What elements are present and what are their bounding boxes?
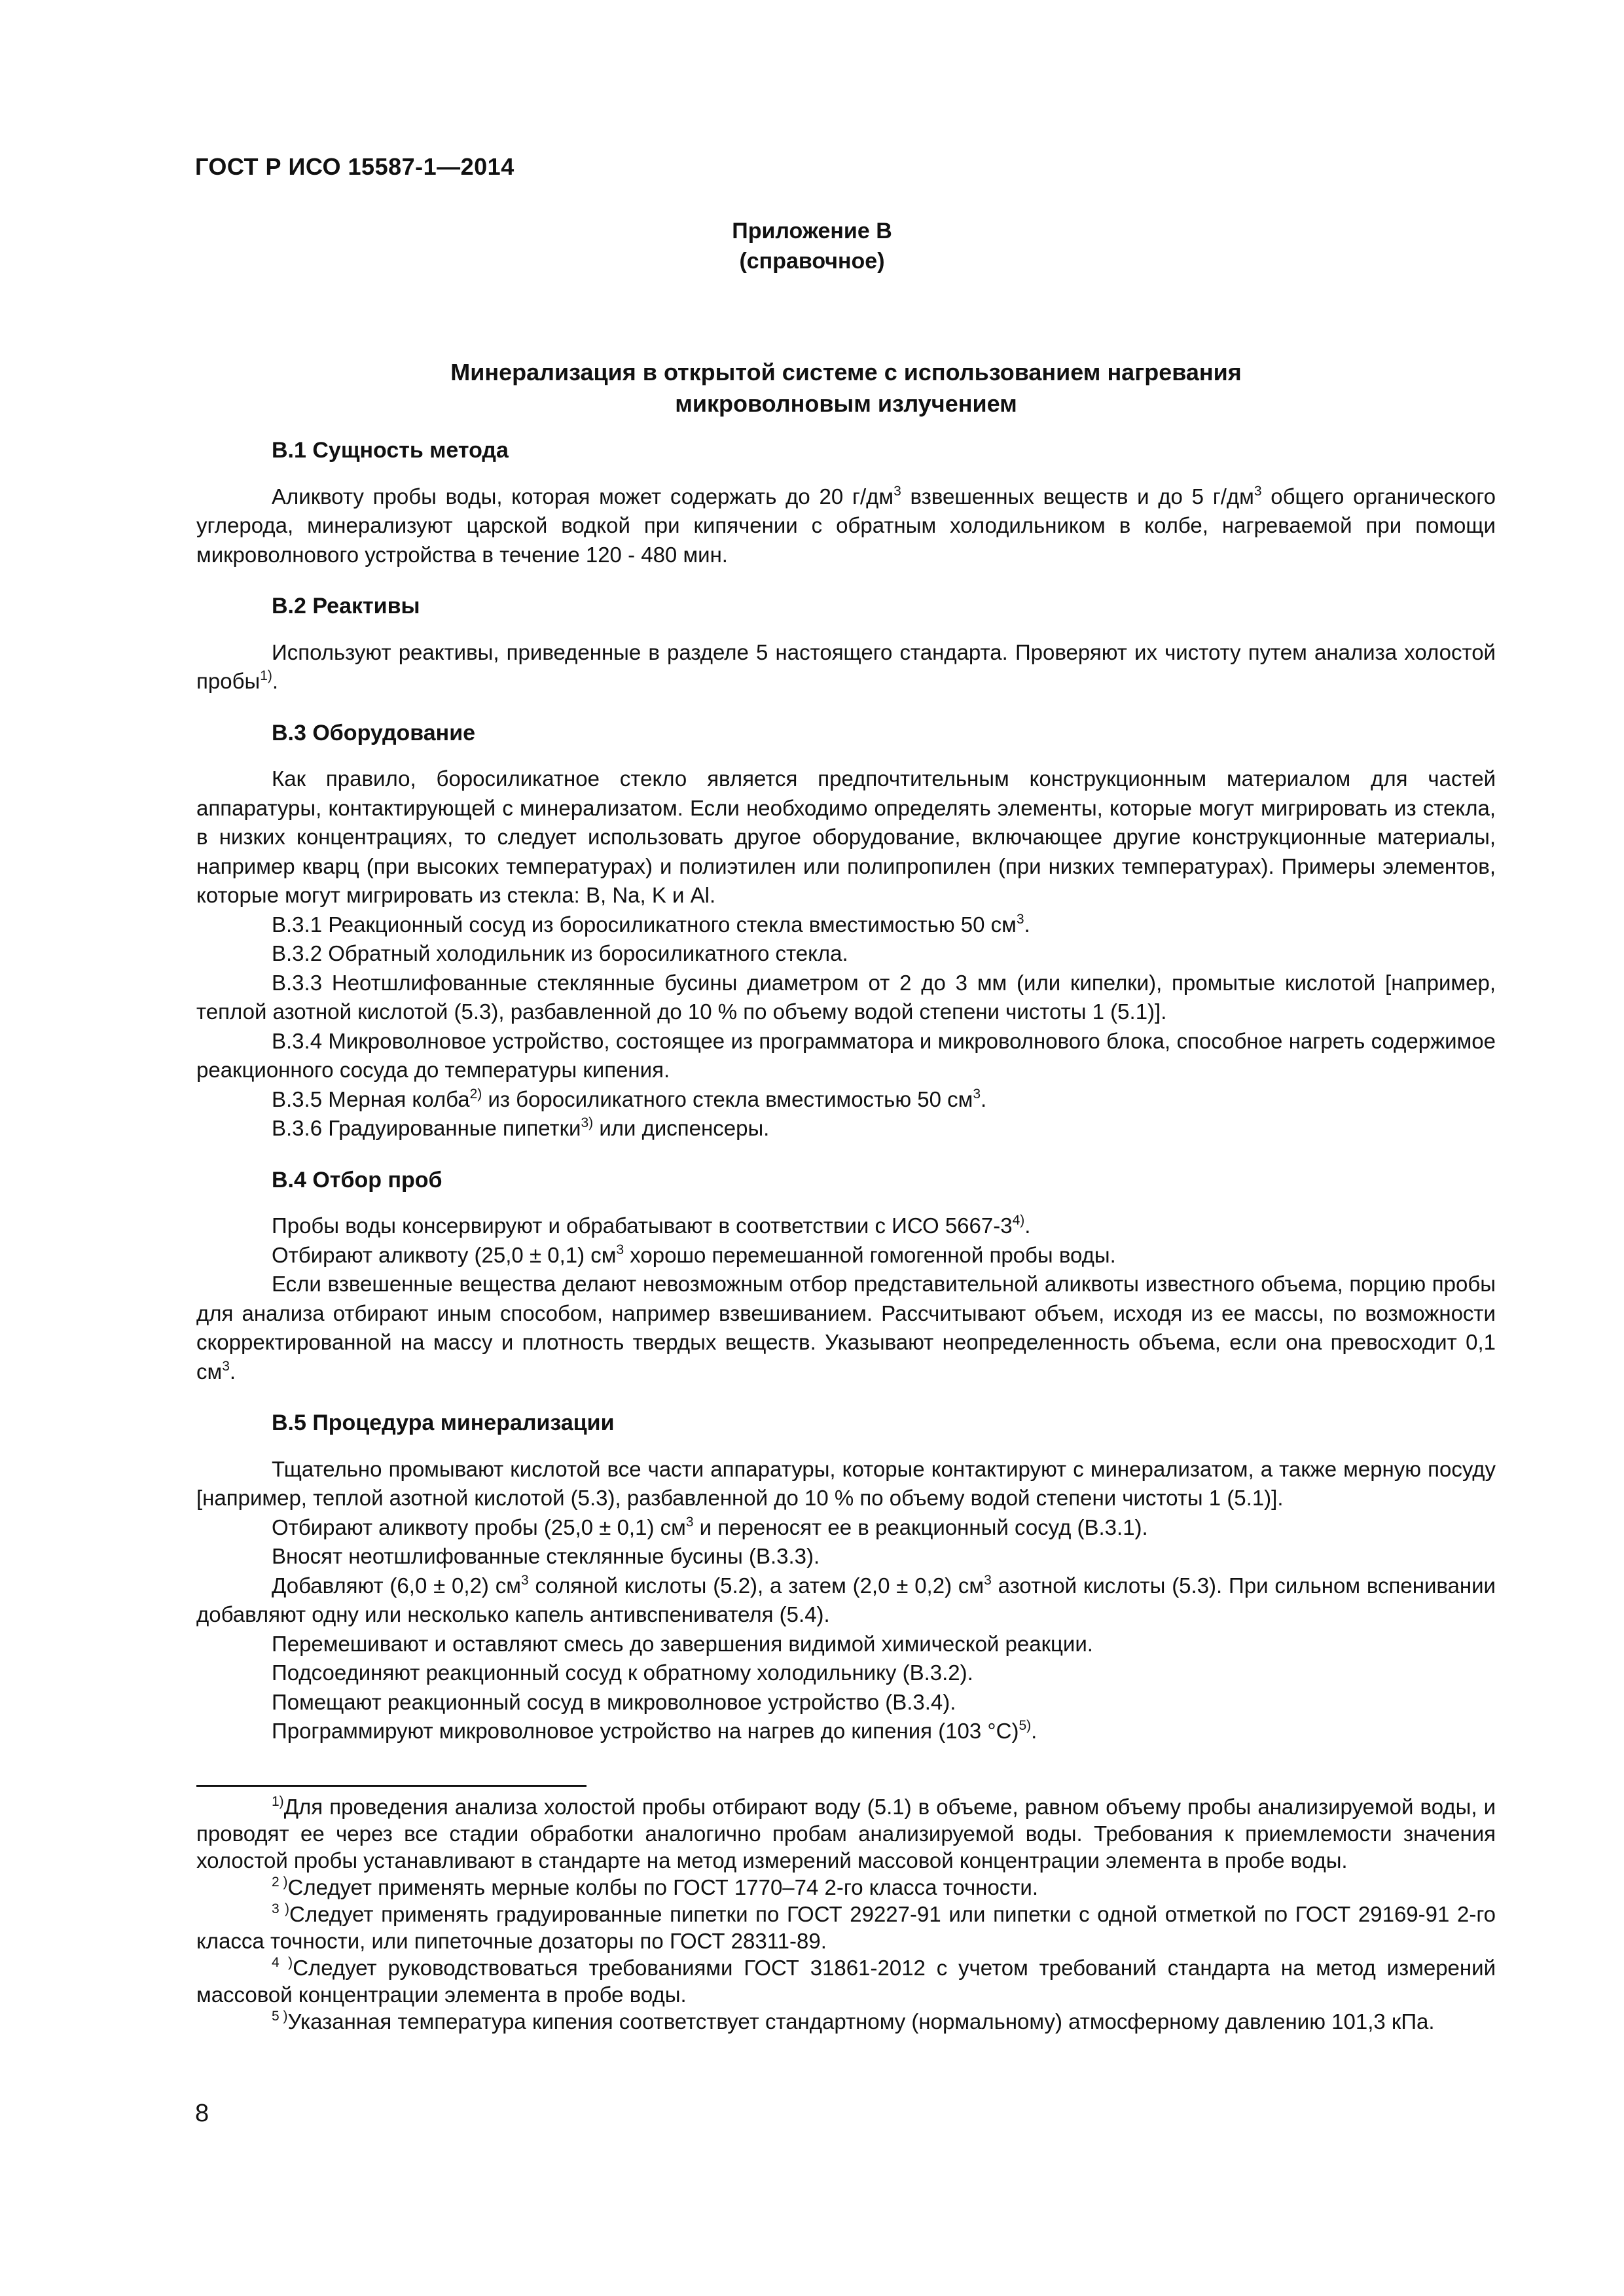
list-item-b3-5: В.3.5 Мерная колба$^{2)}$ из боросиликатного стекла вместимостью 50 $см^3$. [272, 1086, 987, 1111]
list-item-b5-4: Добавляют (6,0 ± 0,2) $см^3$ соляной кислоты (5.2), а затем (2,0 ± 0,2) $см^3$ азотной кислоты (5.3). При сильном вспенивании добавляют одну или несколько капель антивспенивателя (5.4). [196, 1572, 1496, 1626]
footnote-3: $^{3 )}$Следует применять градуированные пипетки по ГОСТ 29227-91 или пипетки с одной отметкой по ГОСТ 29169-91 2-го класса точности, или пипеточные дозаторы по ГОСТ 28311-89. [196, 1901, 1496, 1953]
footnotes [196, 1793, 1496, 2035]
list-item-b5-7: Помещают реакционный сосуд в микроволновое устройство (В.3.4). [272, 1689, 956, 1714]
list-item-b3-2: В.3.2 Обратный холодильник из боросиликатного стекла. [272, 941, 848, 965]
footnote-ref-1: 1) [260, 668, 272, 683]
list-item-b5-6: Подсоединяют реакционный сосуд к обратному холодильнику (В.3.2). [272, 1660, 973, 1685]
list-item-b3-1: В.3.1 Реакционный сосуд из боросиликатного стекла вместимостью 50 $см^3$. [272, 911, 1030, 937]
appendix-type: (справочное) [739, 249, 885, 274]
footnote-2: $^{2 )}$Следует применять мерные колбы по ГОСТ 1770–74 2-го класса точности. [272, 1874, 1039, 1899]
footnote-5: $^{5 )}$Указанная температура кипения соответствует стандартному (нормальному) атмосферному давлению 101,3 кПа. [272, 2009, 1435, 2034]
document-body [196, 432, 1496, 1746]
footnote-ref-3: 3) [581, 1115, 594, 1130]
footnote-ref-5: 5) [1019, 1718, 1032, 1733]
title-line-2: микроволновым излучением [675, 390, 1017, 417]
paragraph-b4-3: Если взвешенные вещества делают невозможным отбор представительной аликвоты известного объема, порцию пробы для анализа отбирают иным способом, например взвешиванием. Рассчитывают объем, исходя из ее массы, по возможности скорректированной на массу и плотность твердых веществ. Указывают неопределенность объема, если она превосходит 0,1 $см^3$. [196, 1272, 1496, 1384]
footnote-ref-4: 4) [1012, 1213, 1025, 1228]
page-number: 8 [195, 2100, 209, 2127]
footnote-separator [196, 1785, 586, 1787]
title-line-1: Минерализация в открытой системе с использованием нагревания [450, 359, 1242, 386]
list-item-b4-2: Отбирают аликвоту (25,0 ± 0,1) $см^3$ хорошо перемешанной гомогенной пробы воды. [272, 1242, 1116, 1267]
section-heading-b5: В.5 Процедура минерализации [272, 1410, 615, 1435]
appendix-title: Приложение В [732, 219, 892, 243]
paragraph-b1: Аликвоту пробы воды, которая может содержать до 20 $г/дм^3$ взвешенных веществ и до 5 $г/дм^3$ общего органического углерода, минерализуют царской водкой при кипячении с обратным холодильником в колбе, нагреваемой при помощи микроволнового устройства в течение 120 - 480 мин. [196, 483, 1496, 567]
list-item-b5-8: Программируют микроволновое устройство на нагрев до кипения (103 °С)$^{5)}$. [272, 1718, 1038, 1743]
paragraph-b5-1: Тщательно промывают кислотой все части аппаратуры, которые контактируют с минерализатом, а также мерную посуду [например, теплой азотной кислотой (5.3), разбавленной до 10 % по объему водой степени чистоты 1 (5.1)]. [196, 1456, 1496, 1510]
list-item-b3-3: В.3.3 Неотшлифованные стеклянные бусины диаметром от 2 до 3 мм (или кипелки), промытые кислотой [например, теплой азотной кислотой (5.3), разбавленной до 10 % по объему водой степени чистоты 1 (5.1)]. [196, 970, 1496, 1024]
footnote-ref-2: 2) [469, 1086, 482, 1102]
section-heading-b3: В.3 Оборудование [272, 720, 476, 745]
list-item-b5-2: Отбирают аликвоту пробы (25,0 ± 0,1) $см^3$ и переносят ее в реакционный сосуд (В.3.1). [272, 1514, 1148, 1539]
appendix-label [0, 216, 1624, 276]
list-item-b5-5: Перемешивают и оставляют смесь до завершения видимой химической реакции. [272, 1631, 1093, 1656]
paragraph-b2: Используют реактивы, приведенные в разделе 5 настоящего стандарта. Проверяют их чистоту путем анализа холостой пробы$^{1)}$. [196, 639, 1496, 693]
list-item-b3-4: В.3.4 Микроволновое устройство, состоящее из программатора и микроволнового блока, способное нагреть содержимое реакционного сосуда до температуры кипения. [196, 1028, 1496, 1082]
section-heading-b2: В.2 Реактивы [272, 594, 420, 619]
list-item-b4-1: Пробы воды консервируют и обрабатывают в соответствии с ИСО 5667-3$^{4)}$. [272, 1213, 1031, 1238]
list-item-b5-3: Вносят неотшлифованные стеклянные бусины (В.3.3). [272, 1544, 820, 1568]
paragraph-b3: Как правило, боросиликатное стекло является предпочтительным конструкционным материалом для частей аппаратуры, контактирующей с минерализатом. Если необходимо определять элементы, которые могут мигрировать из стекла, в низких концентрациях, то следует использовать другое оборудование, включающее другие конструкционные материалы, например кварц (при высоких температурах) и полиэтилен или полипропилен (при низких температурах). Примеры элементов, которые могут мигрировать из стекла: В, Na, K и Al. [196, 766, 1496, 907]
section-heading-b4: В.4 Отбор проб [272, 1167, 442, 1193]
footnote-4: $^{4 )}$Следует руководствоваться требованиями ГОСТ 31861-2012 с учетом требований стандарта на метод измерений массовой концентрации элемента в пробе воды. [196, 1955, 1496, 2007]
footnote-1: $^{1)}$Для проведения анализа холостой пробы отбирают воду (5.1) в объеме, равном объему пробы анализируемой воды, и проводят ее через все стадии обработки аналогично пробам анализируемой воды. Требования к приемлемости значения холостой пробы устанавливают в стандарте на метод измерений массовой концентрации элемента в пробе воды. [196, 1794, 1496, 1873]
appendix-main-title [196, 357, 1496, 420]
document-code-header: ГОСТ Р ИСО 15587-1—2014 [195, 153, 514, 180]
list-item-b3-6: В.3.6 Градуированные пипетки$^{3)}$ или диспенсеры. [272, 1115, 770, 1140]
section-heading-b1: В.1 Сущность метода [272, 438, 509, 463]
